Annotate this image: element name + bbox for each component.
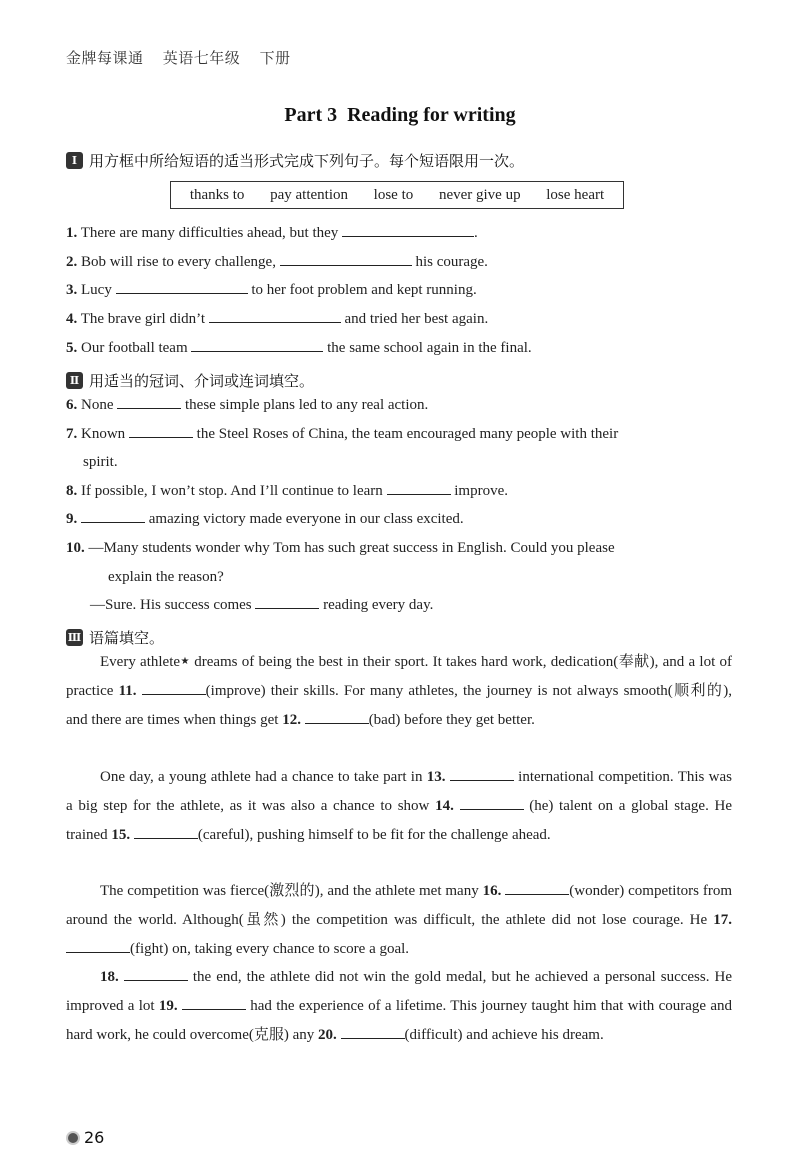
phrase-box <box>170 181 624 209</box>
answer-blank[interactable] <box>124 967 188 981</box>
section-1-badge: Ⅰ <box>66 152 83 169</box>
question-7: 7. Known the Steel Roses of China, the team encouraged many people with their <box>66 426 619 442</box>
passage-paragraph-4: 18. the end, the athlete did not win the gold medal, but he achieved a personal success. He improved a lot 19. had the experience of a lifetime. This journey taught him that with courage and hard work, he could overcome(克服) any 20. (difficult) and achieve his dream. <box>66 969 733 1043</box>
answer-blank[interactable] <box>450 767 514 781</box>
answer-blank[interactable] <box>342 223 474 237</box>
section-2-badge: Ⅱ <box>66 372 83 389</box>
section-3-instruction: 语篇填空。 <box>89 629 165 647</box>
question-4: 4. The brave girl didn’t and tried her best again. <box>66 311 489 327</box>
section-2-instruction: 用适当的冠词、介词或连词填空。 <box>89 372 315 390</box>
phrase-item: pay attention <box>270 186 348 203</box>
answer-blank[interactable] <box>280 252 412 266</box>
answer-blank[interactable] <box>117 395 181 409</box>
answer-blank[interactable] <box>182 996 246 1010</box>
phrase-item: thanks to <box>189 186 245 203</box>
section-3-badge: Ⅲ <box>67 631 82 644</box>
answer-blank[interactable] <box>387 481 451 495</box>
page-title: Part 3 Reading for writing <box>284 104 516 126</box>
answer-blank[interactable] <box>460 796 524 810</box>
question-10-reply: —Sure. His success comes reading every day. <box>90 597 434 613</box>
passage-paragraph-1: Every athlete★ dreams of being the best in their sport. It takes hard work, dedication(奉献), and a lot of practice 11. (improve) their skills. For many athletes, the journey is not always smooth(顺利的), and there are times when things get 12. (bad) before they get better. <box>66 654 732 728</box>
book-header <box>66 47 305 68</box>
page-badge-icon <box>66 1131 80 1145</box>
answer-blank[interactable] <box>255 595 319 609</box>
answer-blank[interactable] <box>142 681 206 695</box>
phrase-item: never give up <box>438 186 521 203</box>
answer-blank[interactable] <box>81 509 145 523</box>
passage-paragraph-2: One day, a young athlete had a chance to take part in 13. international competition. This was a big step for the athlete, as it was also a chance to show 14. (he) talent on a global stage. He trained 15. (careful), pushing himself to be fit for the challenge ahead. <box>66 769 732 843</box>
volume-name: 下册 <box>259 49 291 67</box>
section-1-instruction: 用方框中所给短语的适当形式完成下列句子。每个短语限用一次。 <box>89 152 525 170</box>
section-3-heading <box>66 627 164 648</box>
answer-blank[interactable] <box>129 424 193 438</box>
section-2-heading <box>66 370 314 391</box>
question-1: 1. There are many difficulties ahead, but they . <box>66 225 478 241</box>
question-7-cont: spirit. <box>83 454 118 470</box>
answer-blank[interactable] <box>191 338 323 352</box>
question-3: 3. Lucy to her foot problem and kept running. <box>66 282 477 298</box>
passage-paragraph-3: The competition was fierce(激烈的), and the athlete met many 16. (wonder) competitors from around the world. Although(虽然) the competition was difficult, the athlete did not lose courage. He 17. (fight) on, taking every chance to score a goal. <box>66 883 733 957</box>
answer-blank[interactable] <box>116 280 248 294</box>
phrase-item: lose heart <box>546 186 605 203</box>
question-8: 8. If possible, I won’t stop. And I’ll continue to learn improve. <box>66 483 509 499</box>
answer-blank[interactable] <box>341 1025 405 1039</box>
question-6: 6. None these simple plans led to any real action. <box>66 397 429 413</box>
question-10-cont: explain the reason? <box>108 569 224 585</box>
question-5: 5. Our football team the same school again in the final. <box>66 340 532 356</box>
subject-name: 英语七年级 <box>162 49 241 67</box>
answer-blank[interactable] <box>66 939 130 953</box>
question-10: 10. —Many students wonder why Tom has such great success in English. Could you please <box>66 540 615 556</box>
series-name: 金牌每课通 <box>66 49 144 67</box>
phrase-item: lose to <box>373 186 414 203</box>
section-1-heading <box>66 150 524 171</box>
page-number: 26 <box>66 1128 104 1147</box>
answer-blank[interactable] <box>305 710 369 724</box>
answer-blank[interactable] <box>505 881 569 895</box>
star-icon: ★ <box>180 656 190 667</box>
question-9: 9. amazing victory made everyone in our class excited. <box>66 511 464 527</box>
answer-blank[interactable] <box>134 825 198 839</box>
answer-blank[interactable] <box>209 309 341 323</box>
question-2: 2. Bob will rise to every challenge, his courage. <box>66 254 488 270</box>
